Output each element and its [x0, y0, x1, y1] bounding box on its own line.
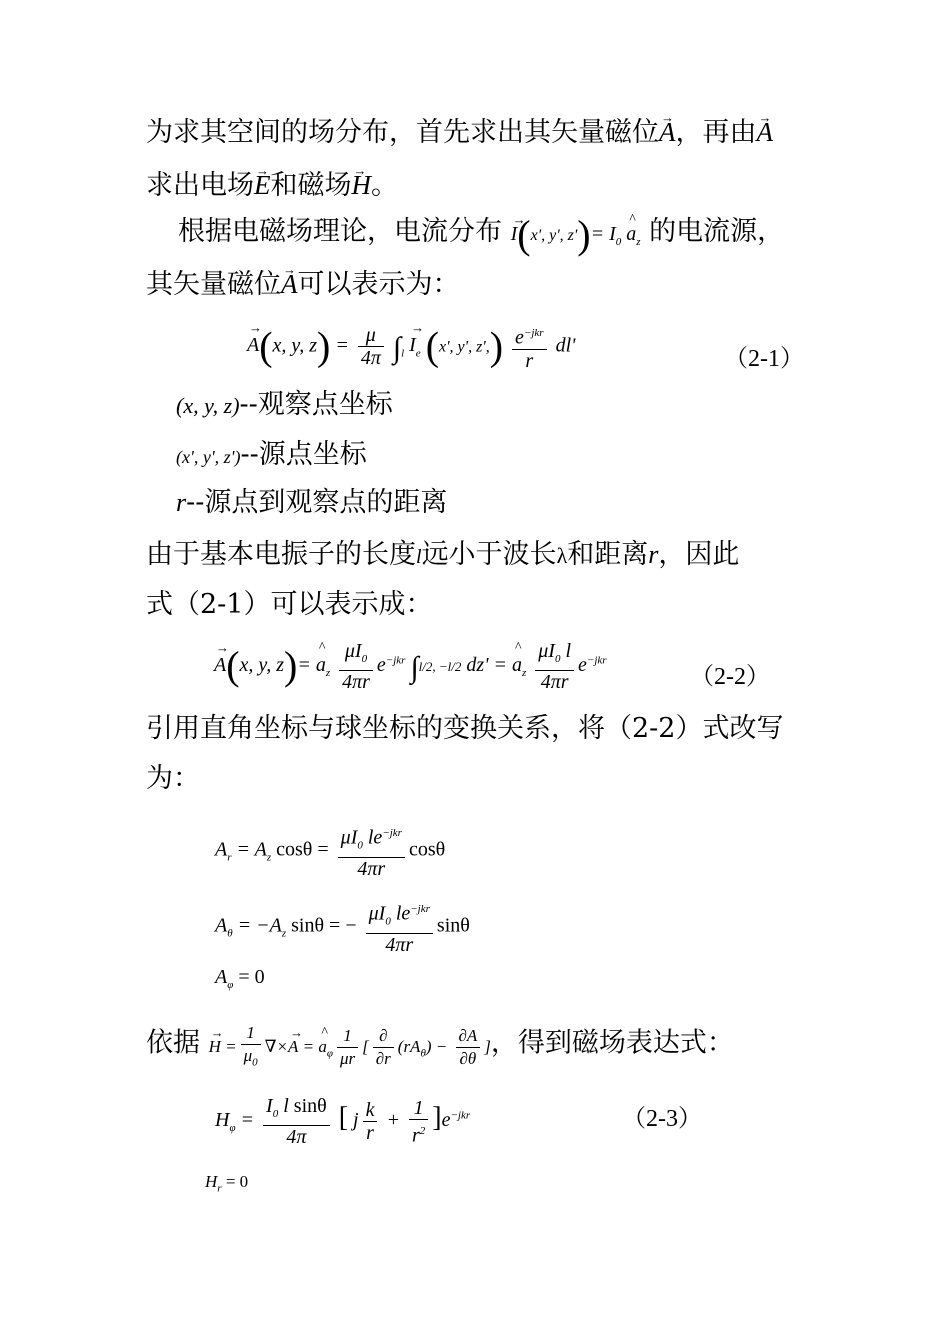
- text: ，因此: [658, 539, 740, 570]
- text: 和磁场: [270, 170, 352, 201]
- text: 为求其空间的场分布，首先求出其矢量磁位: [146, 117, 659, 148]
- vector-a: → A: [281, 267, 298, 301]
- text: --源点坐标: [240, 439, 367, 470]
- paragraph-line: [178, 212, 785, 259]
- text: 求出电场: [146, 170, 254, 201]
- equation-aphi: $A_\varphi = 0$: [215, 966, 265, 991]
- text: 远小于波长: [421, 539, 557, 570]
- text: 其矢量磁位: [146, 269, 281, 300]
- paragraph-line: [146, 1022, 734, 1073]
- text: 根据电磁场理论，电流分布: [178, 216, 502, 247]
- text: ，得到磁场表达式：: [490, 1027, 734, 1059]
- paragraph-line: [146, 712, 783, 746]
- paragraph-line: [146, 115, 773, 150]
- equation-ar: $A_r = A_z$ cosθ = $\frac{\mu I_0 le^{-jkr}}{4\pi r}$ cosθ: [215, 822, 445, 880]
- wavelength-symbol: λ: [556, 543, 568, 568]
- paragraph-line: [146, 538, 739, 574]
- text: 由于基本电振子的长度: [146, 539, 416, 570]
- equation-number: （2-1）: [724, 346, 804, 372]
- text: 为：: [146, 763, 200, 794]
- text: --观察点坐标: [239, 389, 393, 420]
- source-coords: (x', y', z'): [176, 447, 241, 467]
- text: 引用直角坐标与球坐标的变换关系，将（2-2）式改写: [146, 713, 784, 744]
- distance-symbol: r: [648, 540, 659, 569]
- vector-h: → H: [352, 168, 372, 202]
- equation-number: （2-3）: [622, 1106, 702, 1132]
- curl-formula: → H = $\frac{1}{\mu_0}$ ∇×→ A = ^ $a_\varphi$ $\frac{1}{\mu r}$ [ $\frac{\partial}{\partial r}$ $(rA_\theta)$ − $\frac{\partial A}{\partial\theta}$ ]: [209, 1037, 491, 1056]
- distance-symbol: r: [176, 488, 187, 517]
- text: 的电流源，: [649, 216, 785, 247]
- length-symbol: l: [416, 546, 422, 568]
- vector-a: → A: [757, 115, 774, 149]
- vector-e: → E: [254, 168, 271, 202]
- equation-number: （2-2）: [690, 664, 770, 690]
- current-distribution-formula: → I(x', y', $z')= I_0$ ^ $a_z$: [511, 223, 641, 245]
- paragraph-line: [146, 588, 432, 622]
- definition-line: [176, 388, 393, 423]
- text: 依据: [146, 1027, 200, 1059]
- text: ，再由: [675, 117, 757, 148]
- paragraph-line: [146, 168, 398, 203]
- paragraph-line: [146, 267, 460, 302]
- text: --源点到观察点的距离: [186, 487, 448, 518]
- equation-2-1: → A(x, y, z) = $\frac{\mu}{4\pi}$ $\int_l \to I_e$ (x', y', z',) $\frac{e^{-jkr}}{r}$ dl': [247, 322, 575, 372]
- equation-hr: $H_r = 0$: [205, 1172, 249, 1195]
- text: 可以表示为：: [297, 269, 460, 300]
- equation-2-3: $H_\varphi$ = $\frac{I_0 l \sin\theta}{4\pi}$ [ j $\frac{k}{r}$ + $\frac{1}{r^2}$ ]$e^{-jkr}$: [215, 1095, 471, 1148]
- text: 式（2-1）可以表示成：: [146, 589, 433, 620]
- paragraph-line: [146, 762, 200, 796]
- equation-2-2: → A(x, y, z)= ^ $a_z$ $\frac{\mu I_0}{4\pi r}$ $e^{-jkr}$ ∫l/2, −l/2 dz' = ^ $a_z$ $\frac{\mu I_0 l}{4\pi r}$ $e^{-jkr}$: [214, 640, 607, 693]
- equation-atheta: $A_\theta = -A_z$ sinθ = − $\frac{\mu I_0 le^{-jkr}}{4\pi r}$ sinθ: [215, 898, 470, 956]
- text: 。: [371, 170, 398, 201]
- vector-a: → A: [659, 115, 676, 149]
- definition-line: [176, 438, 367, 474]
- text: 和距离: [567, 539, 649, 570]
- observation-coords: (x, y, z): [176, 393, 240, 418]
- definition-line: [176, 486, 447, 520]
